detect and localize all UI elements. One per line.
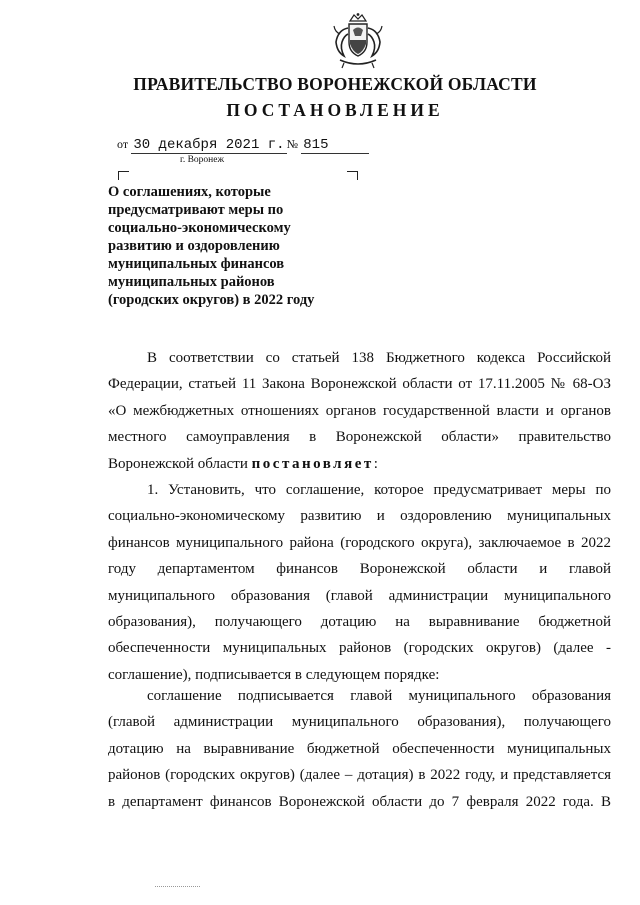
text-line: обеспеченности муниципальных районов (городских округов) (далее -: [108, 640, 611, 657]
text-line: дотацию на выравнивание бюджетной обеспеченности муниципальных: [108, 740, 611, 757]
text-fragment: :: [373, 455, 378, 472]
subject-line: развитию и оздоровлению: [108, 238, 280, 254]
text-line: районов (городских округов) (далее – дотация) в 2022 году, и представляется: [108, 767, 611, 784]
resolves-word: постановляет: [251, 455, 374, 472]
text-line: местного самоуправления в Воронежской области» правительство: [108, 429, 611, 446]
text-line: в департамент финансов Воронежской области до 7 февраля 2022 года. В: [108, 793, 611, 810]
text-line: 1. Установить, что соглашение, которое предусматривает меры по: [147, 482, 611, 498]
subject-bracket-right: [347, 171, 358, 180]
text-line: соглашение), подписывается в следующем порядке:: [108, 666, 440, 683]
text-line: финансов муниципального района (городского округа), заключаемое в 2022: [108, 534, 611, 551]
text-line: образования), получающего дотацию на выравнивание бюджетной: [108, 613, 611, 630]
coat-of-arms-icon: [330, 12, 386, 70]
signing-procedure-paragraph: [108, 683, 611, 815]
text-line: (главой администрации муниципального образования), получающего: [108, 714, 611, 731]
text-line: «О межбюджетных отношениях органов государственной власти и органов: [108, 402, 611, 419]
scan-artifact: [155, 886, 200, 887]
subject-line: социально-экономическому: [108, 220, 291, 236]
text-line: Федерации, статьей 11 Закона Воронежской области от 17.11.2005 № 68-ОЗ: [108, 376, 611, 393]
text-line: году департаментом финансов Воронежской области и главой: [108, 561, 611, 578]
subject-line: муниципальных финансов: [108, 256, 285, 272]
preamble-paragraph: [108, 345, 611, 477]
subject-line: муниципальных районов: [108, 274, 275, 290]
text-line: муниципального образования (главой администрации муниципального: [108, 587, 611, 604]
text-line: соглашение подписывается главой муниципального образования: [147, 688, 611, 704]
document-date: 30 декабря 2021 г.: [133, 137, 285, 153]
subject-line: предусматривают меры по: [108, 202, 284, 218]
subject-line: О соглашениях, которые: [108, 184, 271, 200]
date-prefix: от: [117, 137, 129, 151]
number-label: №: [286, 137, 299, 151]
subject-bracket-left: [118, 171, 129, 180]
organization-title: ПРАВИТЕЛЬСТВО ВОРОНЕЖСКОЙ ОБЛАСТИ: [133, 74, 537, 94]
text-fragment: Воронежской области: [108, 455, 248, 472]
subject-line: (городских округов) в 2022 году: [108, 292, 315, 308]
text-line: [108, 451, 611, 477]
document-type-title: ПОСТАНОВЛЕНИЕ: [226, 100, 444, 120]
date-number-line: [117, 136, 369, 154]
document-number: 815: [301, 137, 369, 154]
document-subject: [108, 183, 368, 309]
text-line: социально-экономическому развитию и оздоровлению муниципальных: [108, 508, 611, 525]
document-city: г. Воронеж: [180, 155, 225, 165]
clause-1-paragraph: [108, 477, 611, 688]
text-line: В соответствии со статьей 138 Бюджетного кодекса Российской: [147, 350, 611, 366]
